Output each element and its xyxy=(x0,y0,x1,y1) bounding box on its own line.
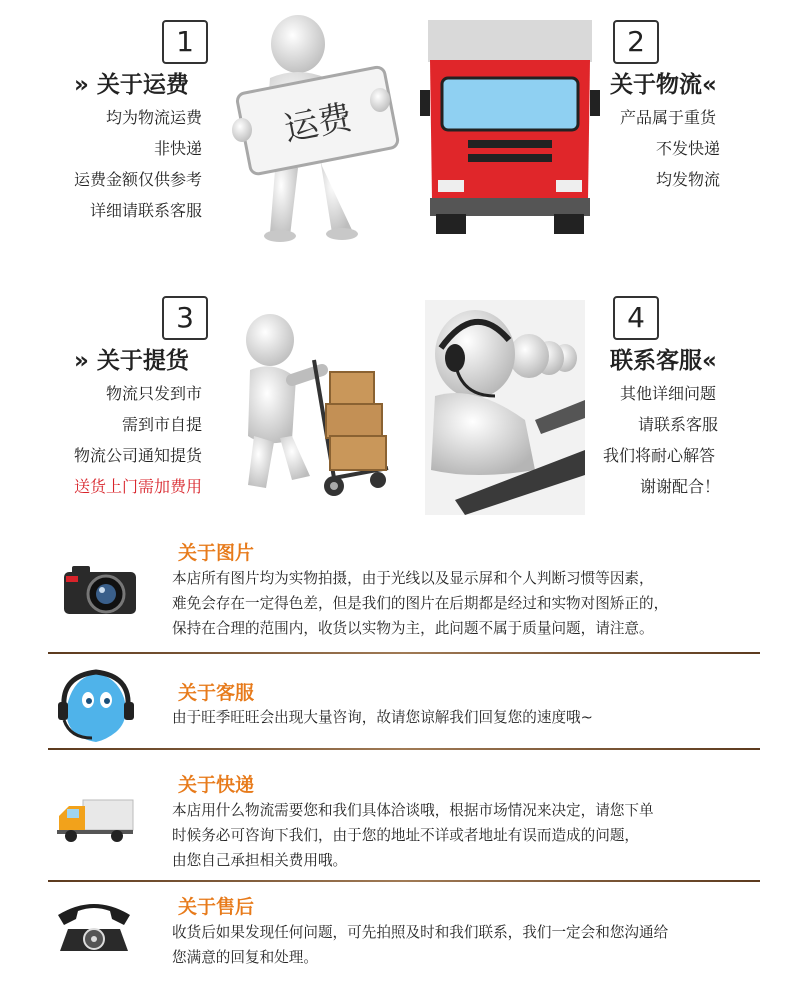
section-title-photos: 关于图片 xyxy=(178,542,255,564)
pickup-line-3: 物流公司通知提货 xyxy=(73,446,202,465)
quadrant-title-freight: » 关于运费 xyxy=(74,72,189,98)
camera-icon xyxy=(60,558,140,618)
contact-line-2: 请联系客服 xyxy=(638,415,719,434)
man-with-hand-truck-illustration xyxy=(230,300,400,500)
arrow-left-icon: « xyxy=(702,348,717,374)
freight-line-2: 非快递 xyxy=(153,139,202,158)
section-divider xyxy=(48,880,760,882)
delivery-truck-icon xyxy=(55,796,135,844)
pickup-line-1: 物流只发到市 xyxy=(105,384,202,403)
pickup-line-2: 需到市自提 xyxy=(121,415,202,434)
quadrant-title-pickup: » 关于提货 xyxy=(74,348,189,374)
quadrant-title-contact: 联系客服« xyxy=(610,348,717,374)
freight-sign-text: 运费 xyxy=(280,97,356,150)
contact-line-1: 其他详细问题 xyxy=(620,384,717,403)
pickup-line-4-warning: 送货上门需加费用 xyxy=(73,477,202,496)
logistics-line-3: 均发物流 xyxy=(656,170,721,189)
freight-line-1: 均为物流运费 xyxy=(105,108,202,127)
man-holding-freight-sign-illustration xyxy=(220,8,400,248)
arrow-left-icon: « xyxy=(702,72,717,98)
quadrant-title-logistics: 关于物流« xyxy=(610,72,717,98)
section-body-aftersales: 收货后如果发现任何问题，可先拍照及时和我们联系，我们一定会和您沟通给 您满意的回复和处理。 xyxy=(172,924,669,966)
freight-line-4: 详细请联系客服 xyxy=(89,201,202,220)
section-divider xyxy=(48,748,760,750)
step-number-3: 3 xyxy=(162,296,208,340)
arrow-right-icon: » xyxy=(74,72,89,98)
logistics-line-2: 不发快递 xyxy=(656,139,721,158)
contact-line-3: 我们将耐心解答 xyxy=(603,446,716,465)
step-number-1: 1 xyxy=(162,20,208,64)
arrow-right-icon: » xyxy=(74,348,89,374)
telephone-icon xyxy=(52,895,136,955)
logistics-line-1: 产品属于重货 xyxy=(620,108,717,127)
customer-service-agents-illustration xyxy=(425,300,585,515)
step-number-2: 2 xyxy=(613,20,659,64)
section-body-service: 由于旺季旺旺会出现大量咨询，故请您谅解我们回复您的速度哦~ xyxy=(172,709,593,726)
freight-line-3: 运费金额仅供参考 xyxy=(73,170,202,189)
step-number-4: 4 xyxy=(613,296,659,340)
red-truck-illustration xyxy=(420,20,600,235)
section-title-service: 关于客服 xyxy=(178,682,255,704)
section-divider xyxy=(48,652,760,654)
headset-mascot-icon xyxy=(56,668,136,746)
section-body-photos: 本店所有图片均为实物拍摄，由于光线以及显示屏和个人判断习惯等因素， 难免会存在一定得色差，但是我们的图片在后期都是经过和实物对图矫正的， 保持在合理的范围内，收货以实物为主，此问题不属于质量问题，请注意。 xyxy=(172,570,669,637)
contact-line-4: 谢谢配合！ xyxy=(640,477,721,496)
section-body-express: 本店用什么物流需要您和我们具体洽谈哦，根据市场情况来决定，请您下单 时候务必可咨询下我们，由于您的地址不详或者地址有误而造成的问题， 由您自己承担相关费用哦。 xyxy=(172,802,654,869)
section-title-express: 关于快递 xyxy=(178,774,255,796)
section-title-aftersales: 关于售后 xyxy=(178,896,255,918)
